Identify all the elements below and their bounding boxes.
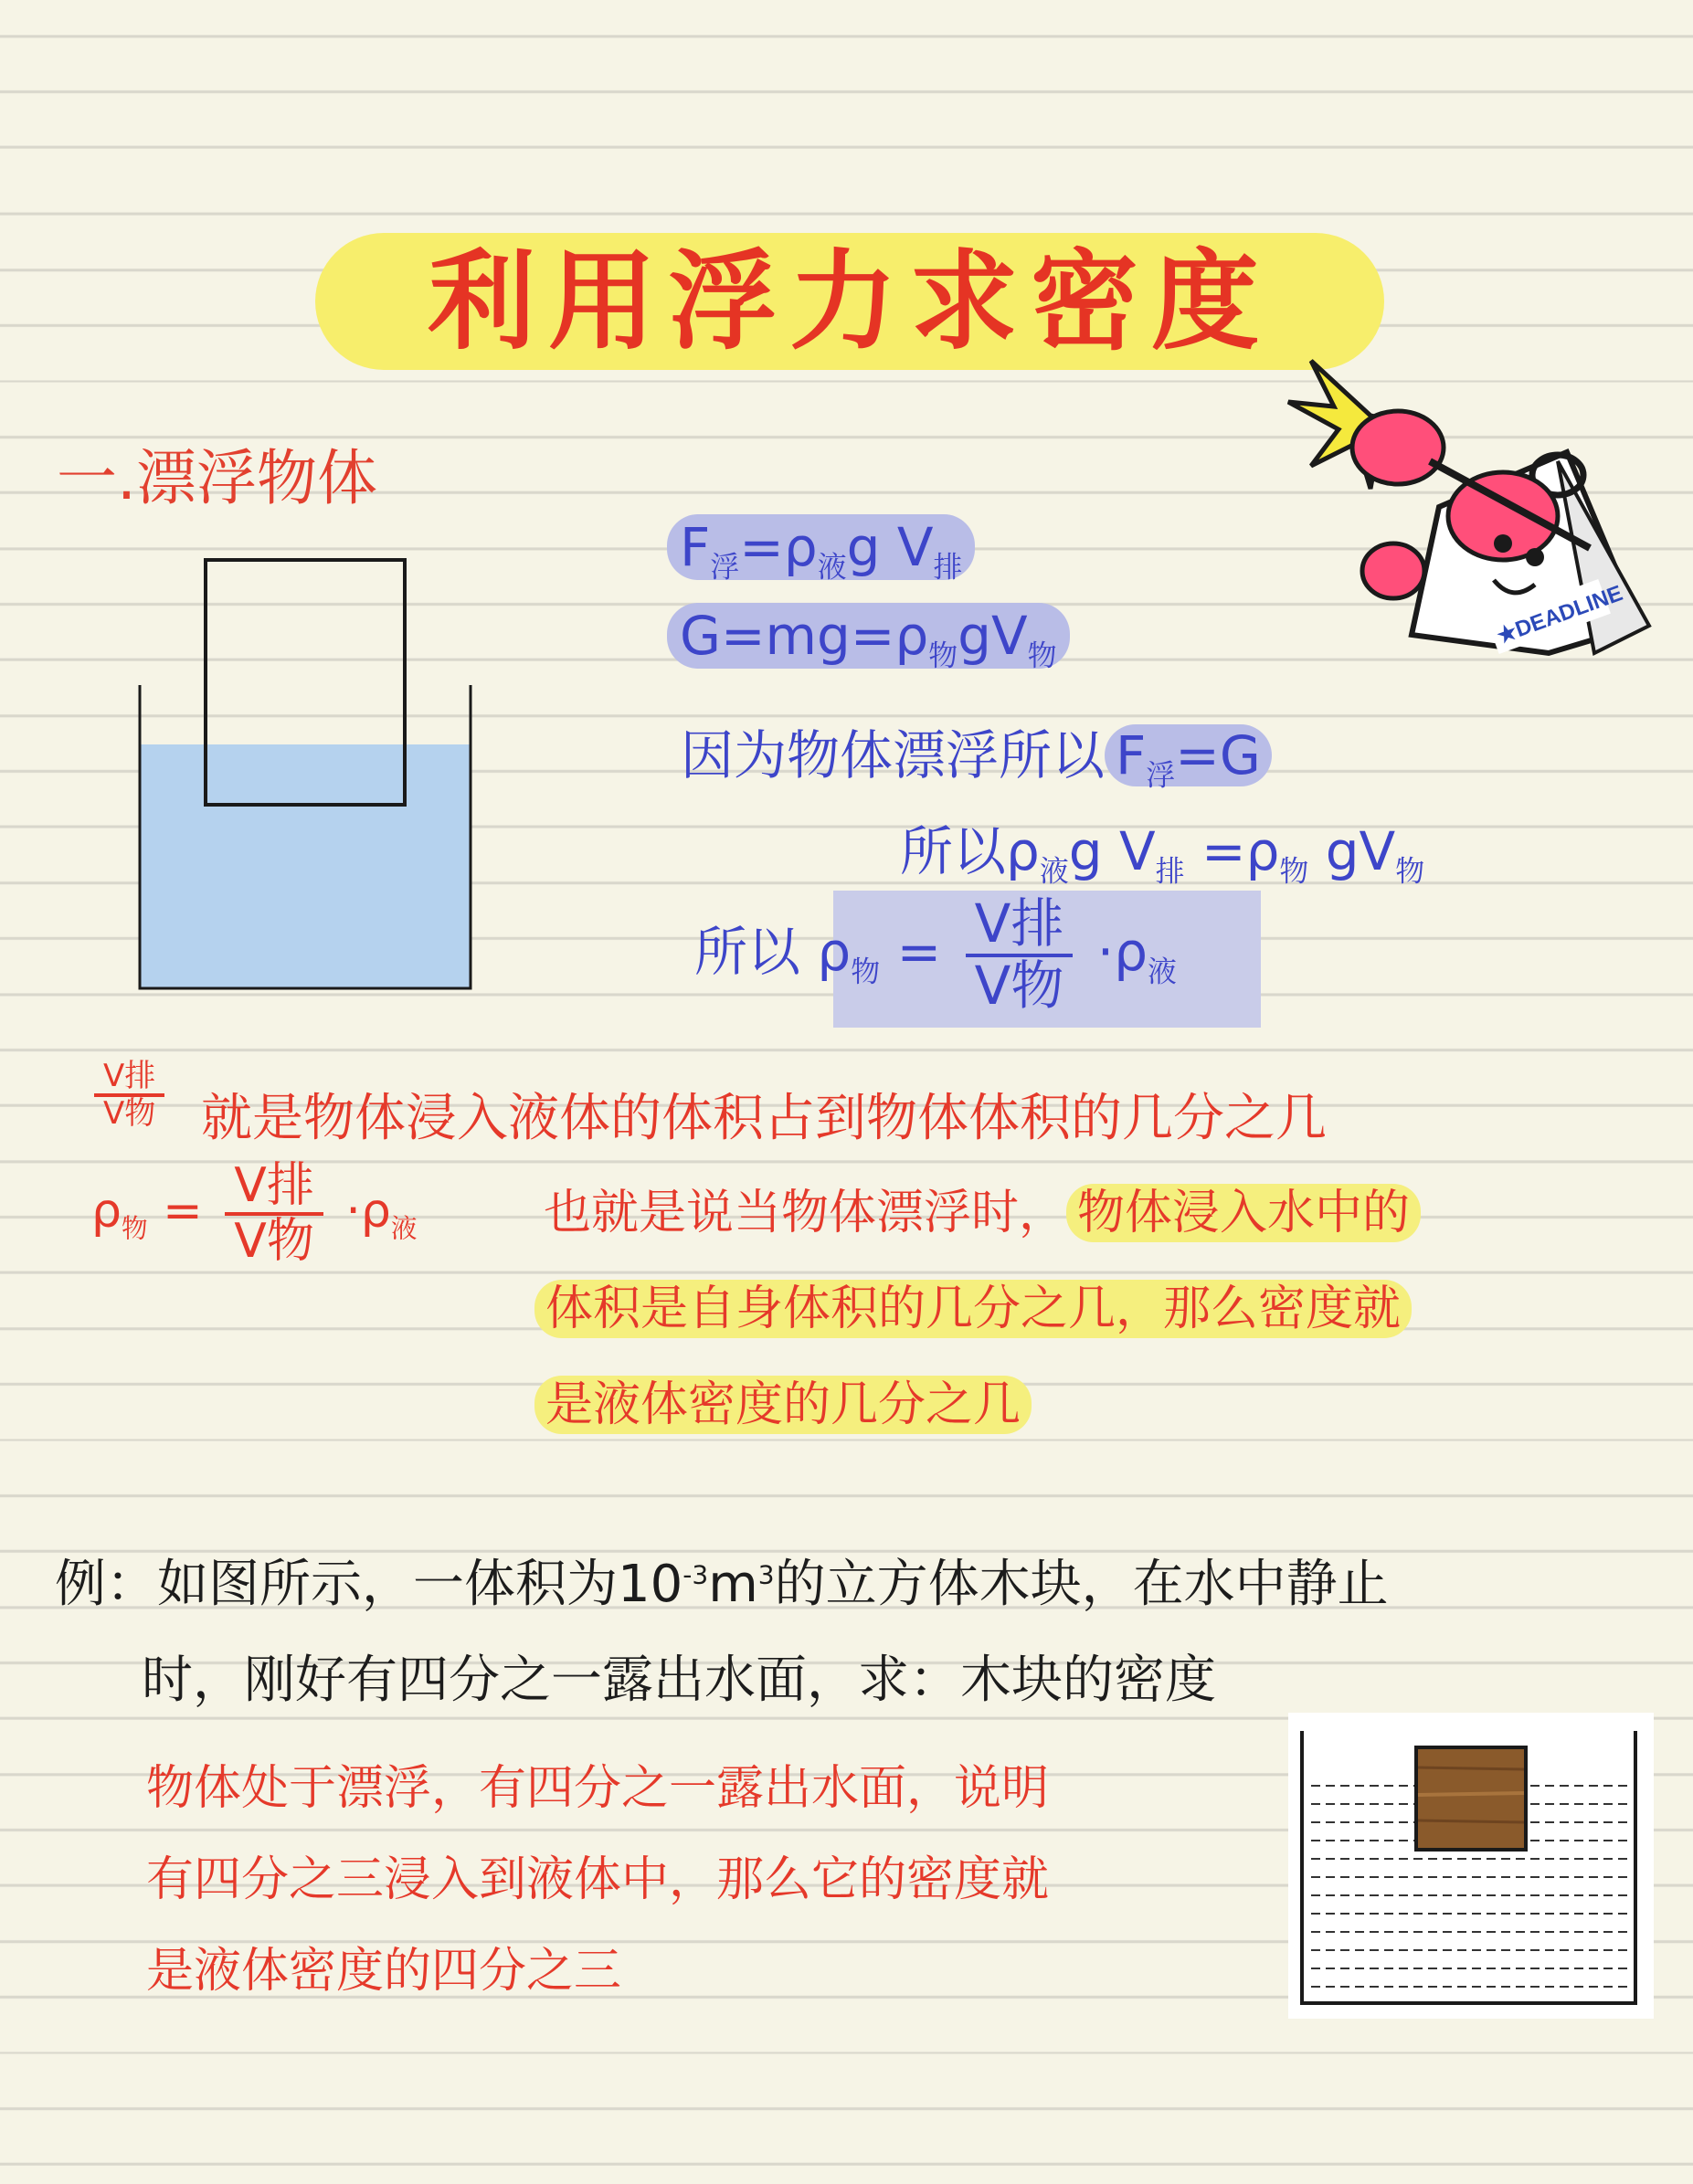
wood-block <box>1416 1747 1526 1850</box>
density-formula: $\rho_物$ = $\frac{\text{V排}}{\text{V物}}$ $\cdot\rho_液$ <box>91 1158 418 1270</box>
formula-buoyancy: $F_浮=\rho_液g$ $V_排$ <box>667 516 975 586</box>
formula-so-2: 所以 $\rho_物$ = $\frac{\text{V排}}{\text{V物}}$ $\cdot\rho_液$ <box>694 892 1177 1017</box>
floating-block-diagram <box>137 557 475 996</box>
page-title: 利用浮力求密度 <box>427 238 1272 364</box>
conclusion-line-3: 是液体密度的几分之几 <box>534 1366 1032 1434</box>
example-question-line-2: 时，刚好有四分之一露出水面，求：木块的密度 <box>142 1651 1216 1710</box>
formula-because: 因为物体漂浮所以 $F_浮=G$ <box>681 712 1272 795</box>
wood-block-tank-diagram <box>1288 1713 1654 2019</box>
formula-gravity: $G=mg=\rho_物gV_物$ <box>667 605 1070 675</box>
boxing-mascot-icon <box>1284 352 1677 699</box>
section-heading: 一.漂浮物体 <box>57 443 377 513</box>
answer-line-2: 有四分之三浸入到液体中，那么它的密度就 <box>146 1852 1050 1907</box>
answer-line-1: 物体处于漂浮，有四分之一露出水面，说明 <box>146 1761 1050 1816</box>
example-question-line-1: 例：如图所示，一体积为$10^{-3}m^3$的立方体木块，在水中静止 <box>55 1555 1389 1614</box>
water <box>140 744 471 988</box>
mascot-tag: ★DEADLINE <box>1493 580 1626 649</box>
conclusion-line-2: 体积是自身体积的几分之几，那么密度就 <box>534 1270 1412 1338</box>
conclusion-line-1: 也就是说当物体漂浮时， 物体浸入水中的 <box>544 1174 1421 1242</box>
formula-so-1: 所以$\rho_液g$ $V_排 =\rho_物$ $gV_物$ <box>900 820 1425 889</box>
ratio-explanation: 就是物体浸入液体的体积占到物体体积的几分之几 <box>201 1089 1327 1148</box>
ratio-fraction: $\frac{\text{V排}}{\text{V物}}$ <box>87 1060 172 1132</box>
answer-line-3: 是液体密度的四分之三 <box>146 1944 622 1999</box>
